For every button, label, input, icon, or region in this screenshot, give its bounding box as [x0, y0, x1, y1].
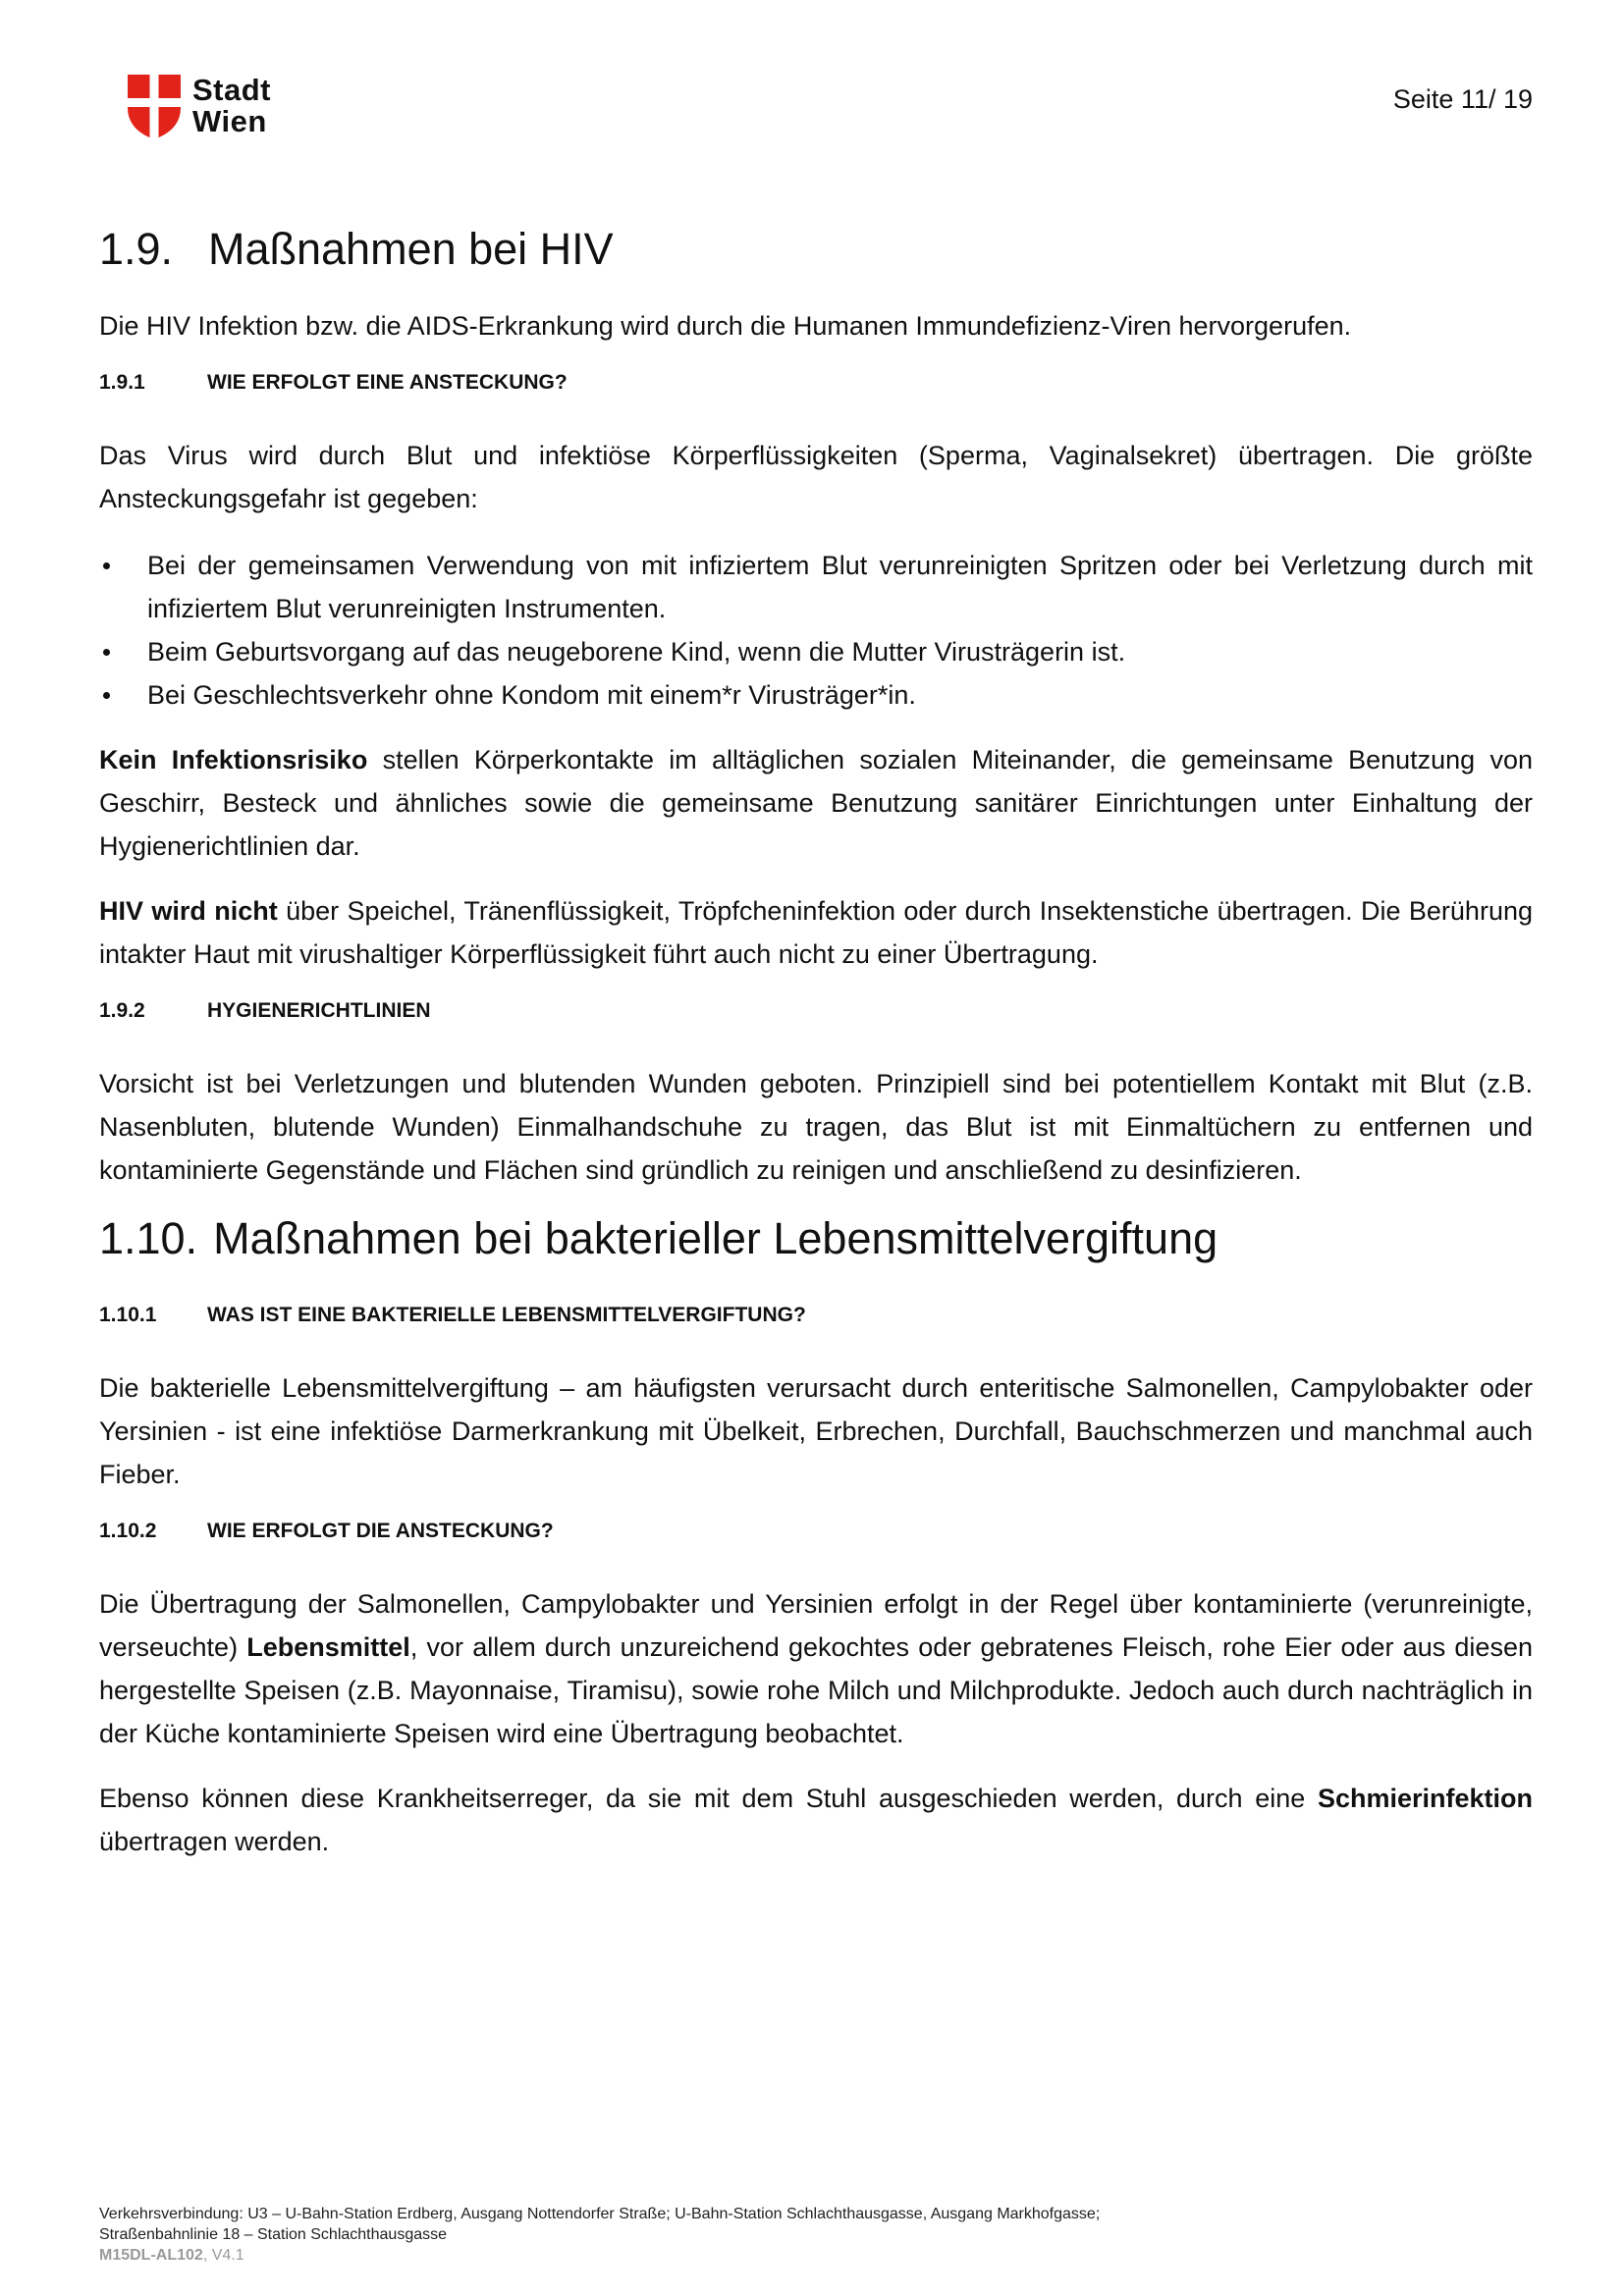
hygiene-paragraph: Vorsicht ist bei Verletzungen und blutenden Wunden geboten. Prinzipiell sind bei potentiellem Kontakt mit Blut (z.B. Nasenbluten, blutende Wunden) Einmalhandschuhe zu tragen, das Blut ist mit Einmaltüchern zu entfernen und kontaminierte Gegenstände und Flächen sind gründlich zu reinigen und anschließend zu desinfizieren.	[99, 1069, 1533, 1185]
heading-section-1-9	[99, 222, 1533, 277]
subheading-1-9-2	[99, 997, 1533, 1025]
logo-line-wien: Wien	[192, 104, 267, 138]
heading-number: 1.10.	[99, 1213, 198, 1263]
footer-transport-line-1: Verkehrsverbindung: U3 – U-Bahn-Station Erdberg, Ausgang Nottendorfer Straße; U-Bahn-Station Schlachthausgasse, Ausgang Markhofgasse;	[99, 2206, 1101, 2222]
bold-phrase: Lebensmittel	[246, 1632, 410, 1662]
heading-title: Maßnahmen bei HIV	[208, 224, 614, 274]
subheading-number: 1.9.2	[99, 999, 145, 1022]
page-footer	[99, 2204, 1100, 2266]
subheading-1-10-2	[99, 1518, 1533, 1545]
vienna-shield-icon	[128, 75, 181, 139]
subheading-title: WIE ERFOLGT DIE ANSTECKUNG?	[207, 1520, 554, 1542]
stadt-wien-logo	[128, 75, 271, 139]
smear-infection-paragraph	[99, 1777, 1533, 1863]
bold-phrase: Kein Infektionsrisiko	[99, 745, 368, 774]
bold-phrase: HIV wird nicht	[99, 896, 278, 926]
food-transmission-paragraph	[99, 1582, 1533, 1755]
subheading-number: 1.10.2	[99, 1520, 157, 1542]
food-poisoning-paragraph: Die bakterielle Lebensmittelvergiftung – am häufigsten verursacht durch enteritische Salmonellen, Campylobakter oder Yersinien - ist eine infektiöse Darmerkrankung mit Übelkeit, Erbrechen, Durchfall, Bauchschmerzen und manchmal auch Fieber.	[99, 1373, 1533, 1489]
list-item: Bei der gemeinsamen Verwendung von mit infiziertem Blut verunreinigten Spritzen oder bei Verletzung durch mit infiziertem Blut verunreinigten Instrumenten.	[99, 544, 1533, 630]
transmission-paragraph: Das Virus wird durch Blut und infektiöse Körperflüssigkeiten (Sperma, Vaginalsekret) übertragen. Die größte Ansteckungsgefahr ist gegeben:	[99, 441, 1533, 513]
paragraph-text: Ebenso können diese Krankheitserreger, da sie mit dem Stuhl ausgeschieden werden, durch eine	[99, 1784, 1318, 1813]
no-risk-paragraph	[99, 738, 1533, 868]
paragraph-text: stellen Körperkontakte im alltäglichen sozialen Miteinander, die gemeinsame Benutzung von Geschirr, Besteck und ähnliches sowie die gemeinsame Benutzung sanitärer Einrichtungen unter Einhaltung der Hygienerichtlinien dar.	[99, 745, 1533, 861]
heading-section-1-10	[99, 1211, 1533, 1266]
paragraph-text: übertragen werden.	[99, 1827, 330, 1856]
hiv-not-transmitted-paragraph	[99, 889, 1533, 976]
paragraph-text: über Speichel, Tränenflüssigkeit, Tröpfcheninfektion oder durch Insektenstiche übertragen. Die Berührung intakter Haut mit virushaltiger Körperflüssigkeit führt auch nicht zu einer Übertragung.	[99, 896, 1533, 969]
bold-phrase: Schmierinfektion	[1317, 1784, 1533, 1813]
heading-title: Maßnahmen bei bakterieller Lebensmittelvergiftung	[213, 1213, 1218, 1263]
list-item: Beim Geburtsvorgang auf das neugeborene Kind, wenn die Mutter Virusträgerin ist.	[99, 630, 1533, 673]
hiv-intro-paragraph: Die HIV Infektion bzw. die AIDS-Erkrankung wird durch die Humanen Immundefizienz-Viren hervorgerufen.	[99, 311, 1352, 341]
subheading-1-10-1	[99, 1302, 1533, 1329]
subheading-title: WAS IST EINE BAKTERIELLE LEBENSMITTELVERGIFTUNG?	[207, 1304, 806, 1326]
risk-bullet-list	[99, 544, 1533, 717]
subheading-number: 1.9.1	[99, 371, 145, 394]
paragraph-text: , vor allem durch unzureichend gekochtes oder gebratenes Fleisch, rohe Eier oder aus diesen hergestellte Speisen (z.B. Mayonnaise, Tiramisu), sowie rohe Milch und Milchprodukte. Jedoch auch durch nachträglich in der Küche kontaminierte Speisen wird eine Übertragung beobachtet.	[99, 1632, 1533, 1748]
subheading-title: HYGIENERICHTLINIEN	[207, 999, 431, 1022]
heading-number: 1.9.	[99, 224, 174, 274]
subheading-number: 1.10.1	[99, 1304, 157, 1326]
document-version: , V4.1	[202, 2247, 244, 2264]
footer-document-code	[99, 2245, 1100, 2266]
list-item: Bei Geschlechtsverkehr ohne Kondom mit einem*r Virusträger*in.	[99, 673, 1533, 717]
page-number: Seite 11/ 19	[1392, 84, 1533, 114]
subheading-title: WIE ERFOLGT EINE ANSTECKUNG?	[207, 371, 568, 394]
logo-text	[192, 75, 271, 137]
subheading-1-9-1	[99, 369, 1533, 397]
document-body	[99, 222, 1533, 1863]
logo-line-stadt: Stadt	[192, 73, 271, 107]
paragraph-text: Die Übertragung der Salmonellen, Campylobakter und Yersinien erfolgt in der Regel über kontaminierte (verunreinigte, verseuchte)	[99, 1589, 1533, 1662]
document-code: M15DL-AL102	[99, 2247, 203, 2264]
footer-transport-line-2: Straßenbahnlinie 18 – Station Schlachthausgasse	[99, 2226, 448, 2243]
